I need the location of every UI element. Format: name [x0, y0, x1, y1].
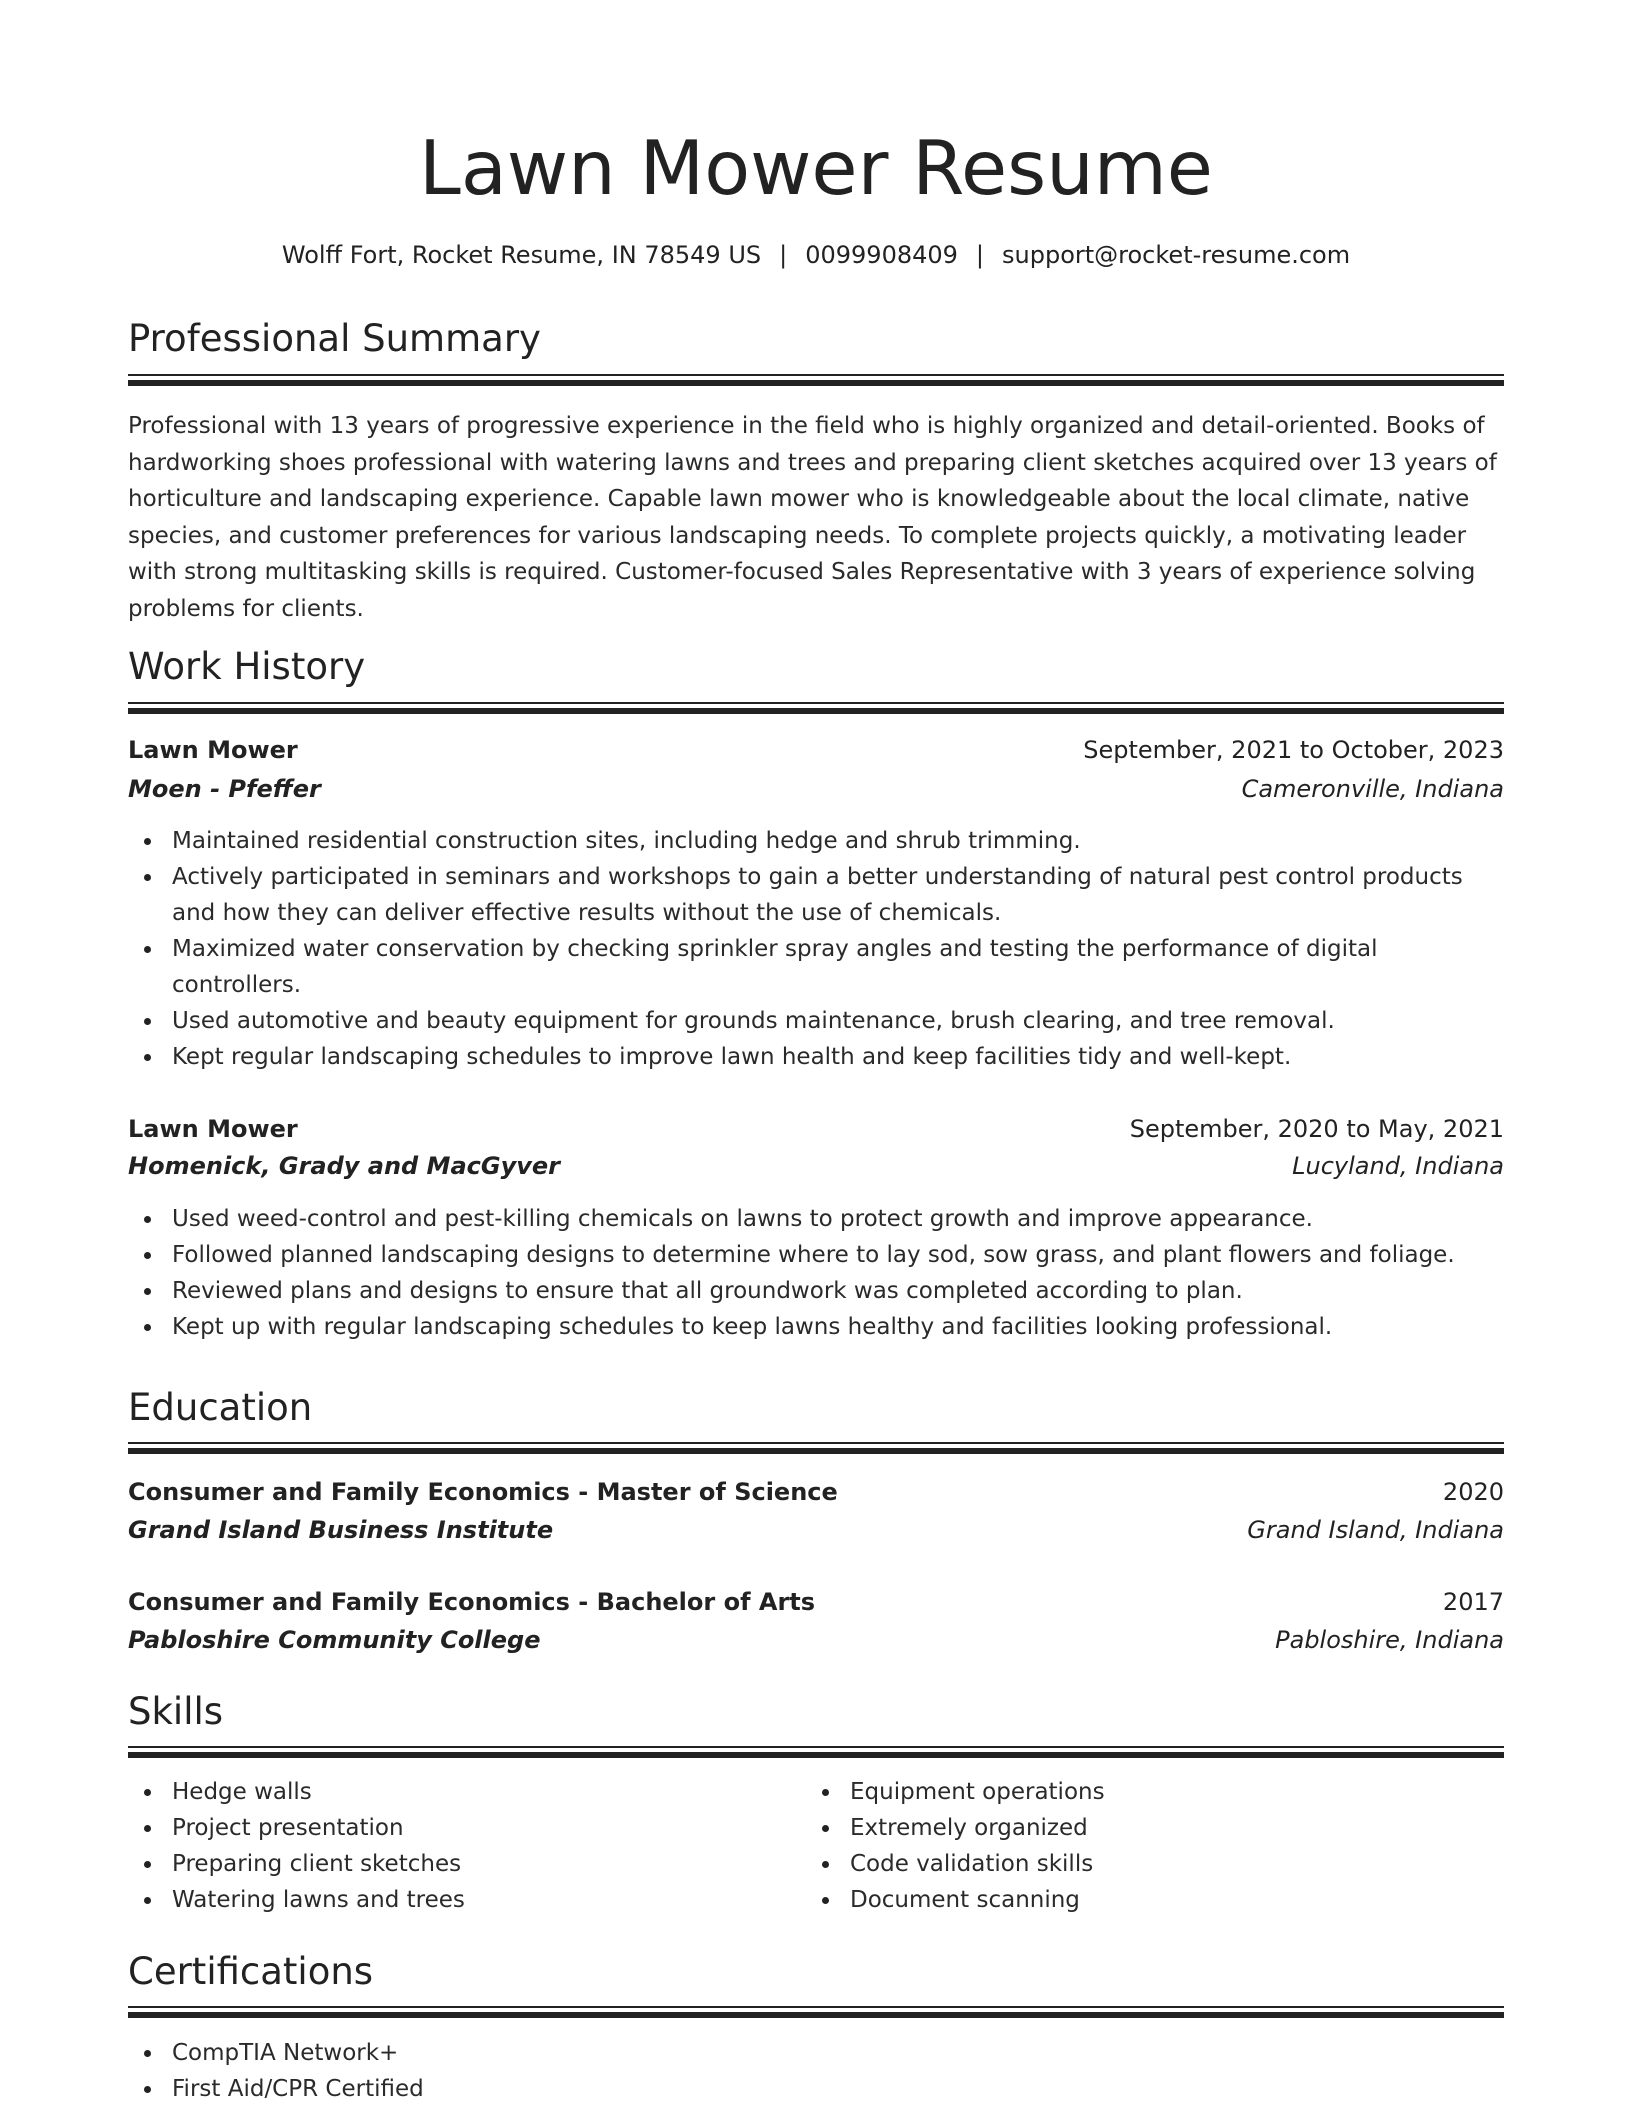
list-item: Maintained residential construction sites, including hedge and shrub trimming.: [128, 823, 1504, 859]
job-company: Homenick, Grady and MacGyver: [128, 1152, 560, 1180]
skills-list-right: [806, 1774, 1446, 1918]
job-company-row: [128, 1148, 1504, 1184]
job-company: Moen - Pfeffer: [128, 775, 321, 803]
contact-separator: |: [975, 241, 985, 269]
education-school-row: [128, 1512, 1504, 1548]
education-school: Pabloshire Community College: [128, 1626, 541, 1654]
list-item: Actively participated in seminars and workshops to gain a better understanding of natural pest control products and how they can deliver effective results without the use of chemicals.: [128, 859, 1504, 931]
contact-email: support@rocket-resume.com: [1002, 241, 1351, 269]
summary-text: Professional with 13 years of progressive experience in the field who is highly organized and detail-oriented. Books of hardworking shoes professional with watering lawns and trees and preparing client sketches acquired over 13 years of horticulture and landscaping experience. Capable lawn mower who is knowledgeable about the local climate, native species, and customer preferences for various landscaping needs. To complete projects quickly, a motivating leader with strong multitasking skills is required. Customer-focused Sales Representative with 3 years of experience solving problems for clients.: [128, 413, 1497, 622]
list-item: Hedge walls: [128, 1774, 768, 1810]
contact-address: Wolff Fort, Rocket Resume, IN 78549 US: [281, 241, 762, 269]
education-school: Grand Island Business Institute: [128, 1516, 554, 1544]
section-divider: [128, 702, 1504, 714]
section-divider: [128, 1442, 1504, 1454]
education-header-row: [128, 1474, 1504, 1510]
education-degree: Consumer and Family Economics - Bachelor of Arts: [128, 1588, 816, 1616]
education-year: 2017: [1442, 1588, 1504, 1616]
section-divider: [128, 2006, 1504, 2018]
list-item: Code validation skills: [806, 1846, 1446, 1882]
job-company-row: [128, 771, 1504, 807]
education-header-row: [128, 1584, 1504, 1620]
list-item: CompTIA Network+: [128, 2035, 1504, 2071]
certifications-list: [128, 2035, 1504, 2107]
job-location: Cameronville, Indiana: [1241, 775, 1504, 803]
education-location: Grand Island, Indiana: [1247, 1516, 1504, 1544]
list-item: Document scanning: [806, 1882, 1446, 1918]
resume-name: Lawn Mower Resume: [419, 124, 1213, 212]
job-dates: September, 2021 to October, 2023: [1083, 736, 1504, 764]
list-item: Preparing client sketches: [128, 1846, 768, 1882]
list-item: First Aid/CPR Certified: [128, 2071, 1504, 2107]
section-divider: [128, 1746, 1504, 1758]
job-position: Lawn Mower: [128, 736, 298, 764]
section-divider: [128, 374, 1504, 386]
section-title-summary: Professional Summary: [128, 317, 541, 360]
job-position: Lawn Mower: [128, 1115, 298, 1143]
list-item: Maximized water conservation by checking sprinkler spray angles and testing the performance of digital controllers.: [128, 931, 1504, 1003]
list-item: Extremely organized: [806, 1810, 1446, 1846]
list-item: Followed planned landscaping designs to determine where to lay sod, sow grass, and plant flowers and foliage.: [128, 1237, 1504, 1273]
list-item: Reviewed plans and designs to ensure that all groundwork was completed according to plan.: [128, 1273, 1504, 1309]
education-degree: Consumer and Family Economics - Master of Science: [128, 1478, 838, 1506]
list-item: Watering lawns and trees: [128, 1882, 768, 1918]
job-header-row: [128, 1111, 1504, 1147]
education-year: 2020: [1442, 1478, 1504, 1506]
job-bullet-list: [128, 823, 1504, 1075]
contact-phone: 0099908409: [805, 241, 958, 269]
section-title-skills: Skills: [128, 1690, 224, 1733]
list-item: Kept up with regular landscaping schedules to keep lawns healthy and facilities looking professional.: [128, 1309, 1504, 1345]
job-dates: September, 2020 to May, 2021: [1129, 1115, 1504, 1143]
job-header-row: [128, 732, 1504, 768]
contact-separator: |: [779, 241, 788, 269]
section-title-certifications: Certifications: [128, 1950, 374, 1993]
list-item: Equipment operations: [806, 1774, 1446, 1810]
skills-list-left: [128, 1774, 768, 1918]
section-title-education: Education: [128, 1386, 313, 1429]
education-location: Pabloshire, Indiana: [1275, 1626, 1504, 1654]
list-item: Used automotive and beauty equipment for grounds maintenance, brush clearing, and tree removal.: [128, 1003, 1504, 1039]
list-item: Used weed-control and pest-killing chemicals on lawns to protect growth and improve appearance.: [128, 1201, 1504, 1237]
contact-line: [128, 237, 1504, 273]
job-bullet-list: [128, 1201, 1504, 1345]
list-item: Project presentation: [128, 1810, 768, 1846]
section-title-work-history: Work History: [128, 645, 366, 688]
job-location: Lucyland, Indiana: [1292, 1152, 1504, 1180]
list-item: Kept regular landscaping schedules to improve lawn health and keep facilities tidy and well-kept.: [128, 1039, 1504, 1075]
education-school-row: [128, 1622, 1504, 1658]
